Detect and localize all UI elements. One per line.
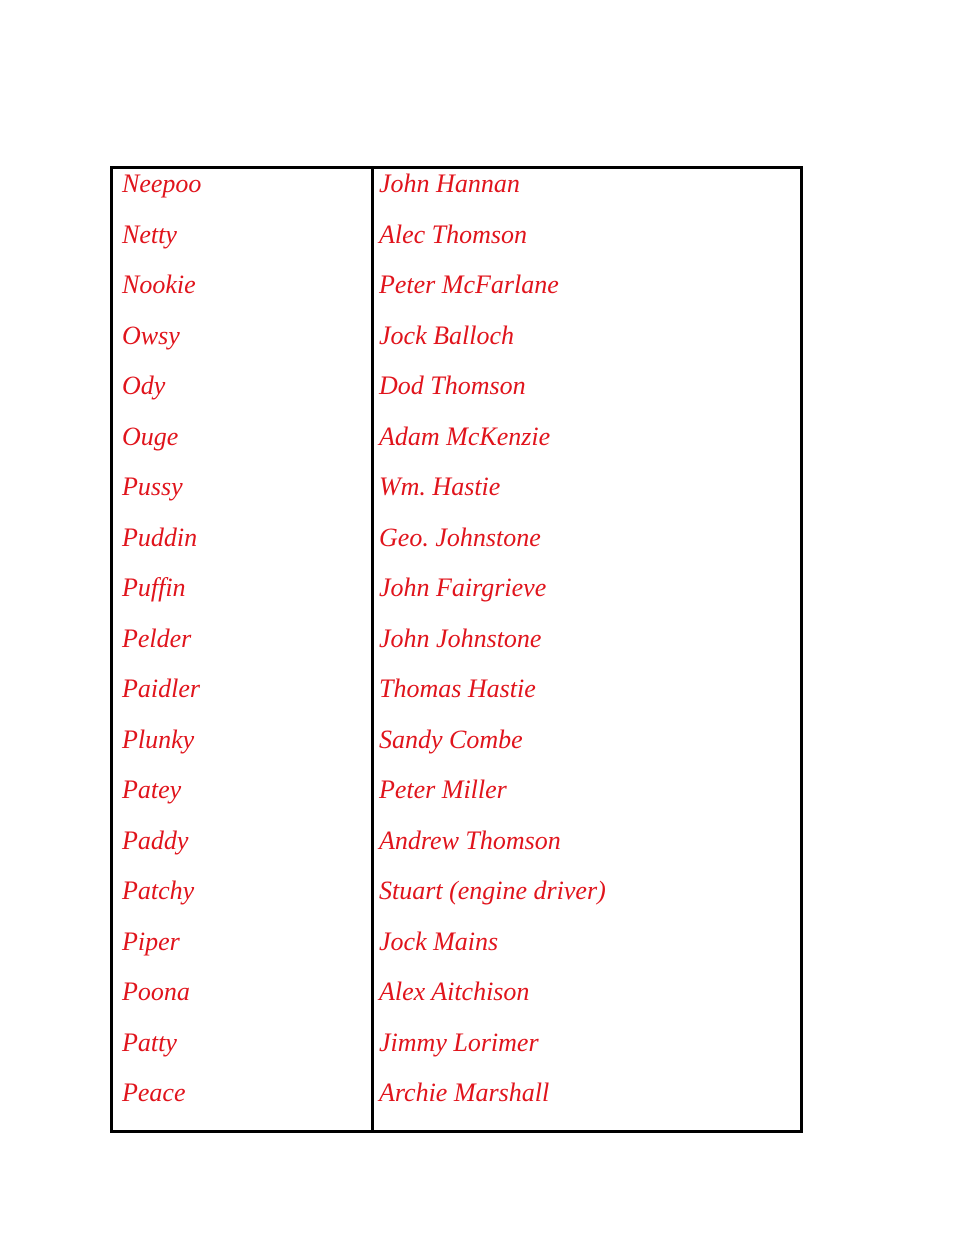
table-row [113, 422, 800, 473]
table-row [113, 876, 800, 927]
nickname-cell: Plunky [122, 724, 195, 754]
person-name-cell: Jock Mains [379, 926, 499, 956]
table-row [113, 927, 800, 978]
nickname-cell: Patty [122, 1027, 177, 1057]
table-row [113, 321, 800, 372]
person-name-cell: Thomas Hastie [379, 674, 536, 703]
nickname-cell: Paddy [122, 825, 189, 855]
person-name-cell: Jock Balloch [379, 320, 514, 350]
nickname-cell: Patey [122, 775, 182, 804]
nickname-cell: Ody [122, 371, 166, 400]
person-name-cell: Stuart (engine driver) [379, 876, 606, 905]
table-row [113, 725, 800, 776]
nickname-cell: Ouge [122, 421, 179, 451]
table-row [113, 371, 800, 422]
table-row [113, 270, 800, 321]
table-row [113, 674, 800, 725]
person-name-cell: Sandy Combe [379, 724, 523, 754]
nickname-cell: Puffin [122, 573, 186, 602]
person-name-cell: Archie Marshall [379, 1078, 550, 1107]
person-name-cell: Alec Thomson [379, 219, 528, 249]
table-row [113, 472, 800, 523]
person-name-cell: John Fairgrieve [379, 573, 547, 602]
nickname-cell: Puddin [122, 522, 198, 552]
table-row [113, 220, 800, 271]
person-name-cell: John Johnstone [379, 623, 542, 653]
nickname-cell: Nookie [122, 270, 196, 299]
table-row [113, 523, 800, 574]
person-name-cell: Peter Miller [379, 775, 507, 804]
nickname-table [110, 166, 803, 1133]
person-name-cell: John Hannan [379, 169, 520, 198]
nickname-cell: Pussy [122, 472, 183, 501]
nickname-cell: Pelder [122, 623, 192, 653]
person-name-cell: Wm. Hastie [379, 472, 501, 501]
nickname-cell: Peace [122, 1078, 186, 1107]
person-name-cell: Dod Thomson [379, 371, 526, 400]
nickname-cell: Paidler [122, 674, 200, 703]
nickname-cell: Piper [122, 926, 180, 956]
nickname-cell: Poona [122, 977, 190, 1006]
person-name-cell: Andrew Thomson [379, 825, 561, 855]
table-row [113, 1078, 800, 1129]
person-name-cell: Alex Aitchison [379, 977, 530, 1006]
table-row [113, 169, 800, 220]
table-row [113, 1028, 800, 1079]
table-row [113, 573, 800, 624]
person-name-cell: Jimmy Lorimer [379, 1027, 539, 1057]
table-row [113, 624, 800, 675]
person-name-cell: Geo. Johnstone [379, 522, 541, 552]
nickname-cell: Patchy [122, 876, 195, 905]
person-name-cell: Adam McKenzie [379, 421, 551, 451]
table-row [113, 775, 800, 826]
nickname-cell: Netty [122, 219, 177, 249]
person-name-cell: Peter McFarlane [379, 270, 559, 299]
table-row [113, 977, 800, 1028]
nickname-cell: Owsy [122, 320, 180, 350]
nickname-cell: Neepoo [122, 169, 202, 198]
table-row [113, 826, 800, 877]
